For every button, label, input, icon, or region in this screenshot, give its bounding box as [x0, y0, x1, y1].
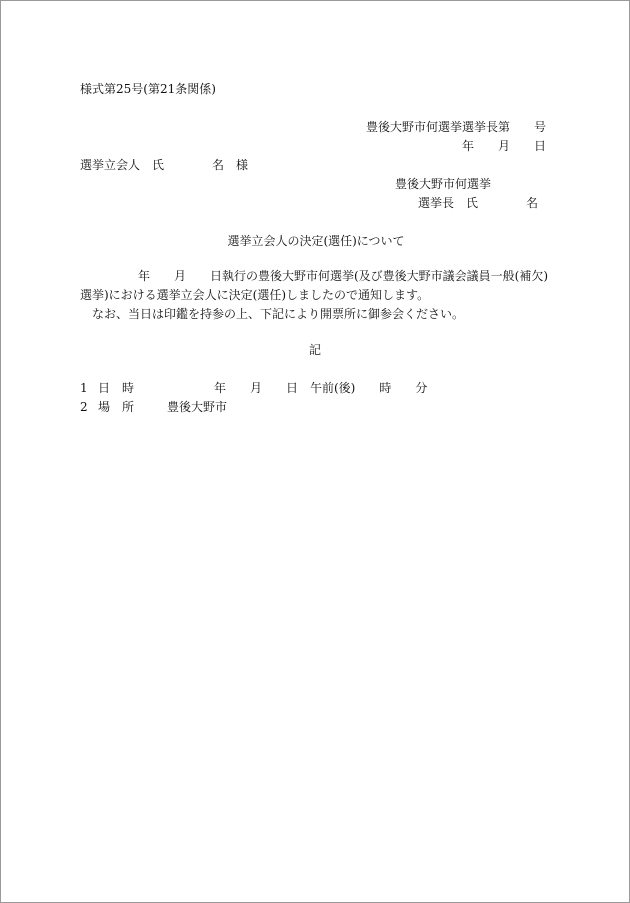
sender-signature: 選挙長 氏 名: [418, 196, 539, 210]
ki-heading: 記: [309, 343, 322, 357]
item-number: 2: [80, 400, 88, 414]
item-label: 日 時: [98, 381, 135, 395]
addressee: 選挙立会人 氏 名 様: [80, 158, 249, 172]
body-line-2: 選挙)における選挙立会人に決定(選任)しましたので通知します。: [80, 288, 430, 302]
issuer-number: 豊後大野市何選挙選挙長第 号: [365, 120, 546, 134]
item-value: 豊後大野市: [167, 400, 228, 414]
issue-date: 年 月 日: [461, 139, 546, 153]
item-number: 1: [80, 381, 88, 395]
form-number: 様式第25号(第21条関係): [80, 82, 216, 96]
document-subject: 選挙立会人の決定(選任)について: [227, 234, 405, 248]
item-label: 場 所: [98, 400, 135, 414]
item-value: 年 月 日 午前(後) 時 分: [214, 381, 428, 395]
body-line-3: なお、当日は印鑑を持参の上、下記により開票所に御参会ください。: [92, 307, 465, 321]
sender-organization: 豊後大野市何選挙: [395, 177, 492, 191]
body-line-1: 年 月 日執行の豊後大野市何選挙(及び豊後大野市議会議員一般(補欠): [138, 269, 549, 283]
